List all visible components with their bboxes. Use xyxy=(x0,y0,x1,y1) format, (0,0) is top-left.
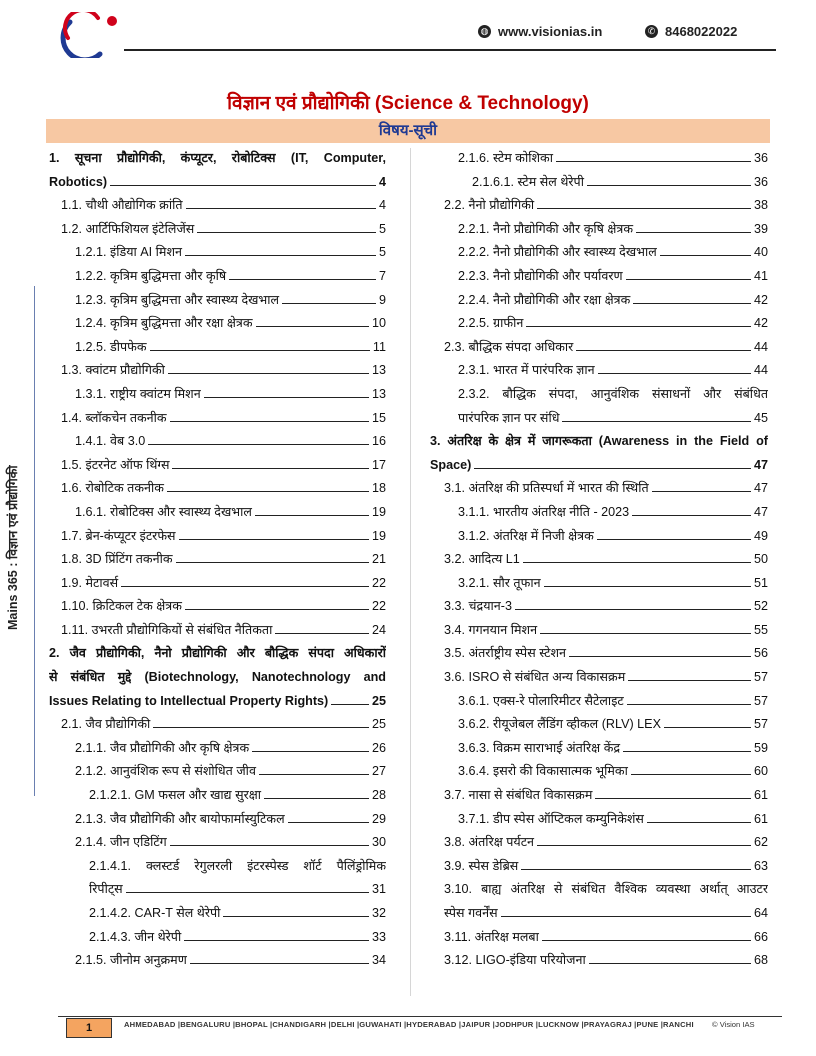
toc-item[interactable] xyxy=(49,218,386,242)
toc-item[interactable] xyxy=(430,336,768,360)
toc-page: 10 xyxy=(371,316,386,331)
toc-page: 42 xyxy=(753,292,768,307)
toc-item[interactable] xyxy=(49,808,386,832)
toc-item-310[interactable] xyxy=(430,902,768,926)
toc-page: 47 xyxy=(753,457,768,472)
toc-item[interactable] xyxy=(430,477,768,501)
toc-item[interactable] xyxy=(49,194,386,218)
toc-leader xyxy=(626,266,751,280)
toc-item[interactable] xyxy=(49,831,386,855)
toc-label: 3.6.4. इसरो की विकासात्मक भूमिका xyxy=(458,764,628,779)
toc-item[interactable] xyxy=(430,808,768,832)
toc-page: 62 xyxy=(753,835,768,850)
toc-leader xyxy=(589,950,751,964)
toc-page: 5 xyxy=(378,245,386,260)
toc-leader xyxy=(288,809,369,823)
toc-page: 9 xyxy=(378,292,386,307)
globe-icon: ◍ xyxy=(478,25,491,38)
toc-label: 2.2.2. नैनो प्रौद्योगिकी और स्वास्थ्य देखभाल xyxy=(458,245,657,260)
toc-page: 45 xyxy=(753,410,768,425)
phone-icon: ✆ xyxy=(645,25,658,38)
toc-item-232-line1[interactable]: 2.3.2. बौद्धिक संपदा, आनुवंशिक संसाधनों और संबंधित xyxy=(458,386,768,401)
toc-leader xyxy=(562,408,751,422)
toc-leader xyxy=(628,667,751,681)
toc-label: 3.8. अंतरिक्ष पर्यटन xyxy=(444,835,535,850)
side-rule xyxy=(34,286,35,796)
toc-leader xyxy=(627,691,751,705)
toc-section-2[interactable] xyxy=(49,690,386,714)
toc-item[interactable] xyxy=(430,619,768,643)
toc-page: 13 xyxy=(371,386,386,401)
toc-leader xyxy=(172,455,369,469)
toc-page: 18 xyxy=(371,481,386,496)
toc-item[interactable] xyxy=(49,501,386,525)
toc-page: 57 xyxy=(753,717,768,732)
toc-item[interactable] xyxy=(49,548,386,572)
toc-leader xyxy=(647,809,751,823)
toc-leader xyxy=(664,714,751,728)
toc-section-3-line1[interactable]: 3. अंतरिक्ष के क्षेत्र में जागरूकता (Awareness in the Field of xyxy=(430,434,768,449)
column-divider xyxy=(410,148,411,996)
toc-title-bar xyxy=(46,119,770,143)
toc-page: 29 xyxy=(371,811,386,826)
toc-leader xyxy=(148,431,369,445)
toc-item[interactable] xyxy=(430,147,768,171)
toc-label: 1.9. मेटावर्स xyxy=(61,575,119,590)
toc-leader xyxy=(275,620,369,634)
toc-page: 28 xyxy=(371,788,386,803)
toc-label: 1.2.1. इंडिया AI मिशन xyxy=(75,245,182,260)
toc-label: 3.1. अंतरिक्ष की प्रतिस्पर्धा में भारत की स्थिति xyxy=(444,481,649,496)
toc-page: 36 xyxy=(753,151,768,165)
toc-item[interactable] xyxy=(430,831,768,855)
toc-label: 2.3. बौद्धिक संपदा अधिकार xyxy=(444,339,574,354)
toc-page: 42 xyxy=(753,316,768,331)
toc-label: 3.1.2. अंतरिक्ष में निजी क्षेत्रक xyxy=(458,528,594,543)
side-label: Mains 365 : विज्ञान एवं प्रौद्योगिकी xyxy=(6,465,20,631)
toc-page: 11 xyxy=(372,339,386,354)
toc-page: 13 xyxy=(371,363,386,378)
toc-leader xyxy=(597,526,751,540)
toc-item[interactable] xyxy=(49,572,386,596)
toc-label: 3.12. LIGO-इंडिया परियोजना xyxy=(444,953,586,968)
toc-leader xyxy=(170,832,369,846)
toc-label: Issues Relating to Intellectual Property Rights) xyxy=(49,693,329,708)
toc-label: 1.4.1. वेब 3.0 xyxy=(75,434,146,449)
toc-label: 3.7.1. डीप स्पेस ऑप्टिकल कम्युनिकेशंस xyxy=(458,811,644,826)
toc-left-column xyxy=(49,147,386,973)
website-contact[interactable] xyxy=(478,24,602,39)
toc-item[interactable] xyxy=(430,194,768,218)
toc-leader xyxy=(569,643,751,657)
toc-label: 1.2.5. डीपफेक xyxy=(75,339,147,354)
toc-item[interactable] xyxy=(430,642,768,666)
toc-leader xyxy=(526,313,751,327)
toc-page: 63 xyxy=(753,858,768,873)
toc-leader xyxy=(204,384,369,398)
toc-leader xyxy=(576,337,751,351)
toc-item[interactable] xyxy=(49,949,386,973)
toc-page: 39 xyxy=(753,221,768,236)
toc-page: 51 xyxy=(753,575,768,590)
toc-page: 31 xyxy=(371,882,386,897)
toc-label: 2.2.5. ग्राफीन xyxy=(458,316,524,331)
toc-page: 57 xyxy=(753,670,768,685)
toc-page: 52 xyxy=(753,599,768,614)
toc-label: 2.1.4. जीन एडिटिंग xyxy=(75,835,167,850)
toc-item[interactable] xyxy=(49,359,386,383)
toc-label: Space) xyxy=(430,457,472,472)
toc-leader xyxy=(255,502,369,516)
toc-label: 2.2.4. नैनो प्रौद्योगिकी और रक्षा क्षेत्रक xyxy=(458,292,631,307)
toc-group-right-b xyxy=(430,477,768,878)
toc-leader xyxy=(537,832,751,846)
toc-page: 4 xyxy=(378,174,386,189)
toc-item[interactable] xyxy=(49,760,386,784)
toc-label: 1.6.1. रोबोटिक्स और स्वास्थ्य देखभाल xyxy=(75,504,252,519)
toc-page: 19 xyxy=(371,504,386,519)
toc-page: 55 xyxy=(753,622,768,637)
toc-page: 40 xyxy=(753,245,768,260)
toc-page: 44 xyxy=(753,339,768,354)
footer-copyright: © Vision IAS xyxy=(712,1020,755,1029)
toc-item[interactable] xyxy=(49,595,386,619)
toc-page: 47 xyxy=(753,481,768,496)
toc-label: 1.7. ब्रेन-कंप्यूटर इंटरफेस xyxy=(61,528,176,543)
toc-page: 24 xyxy=(371,622,386,637)
toc-leader xyxy=(587,172,751,186)
toc-page: 36 xyxy=(753,174,768,189)
toc-item[interactable] xyxy=(430,548,768,572)
toc-item[interactable] xyxy=(430,241,768,265)
toc-item[interactable] xyxy=(49,241,386,265)
toc-label: 3.6.2. रीयूजेबल लैंडिंग व्हीकल (RLV) LEX xyxy=(458,717,661,732)
phone-text: 8468022022 xyxy=(665,24,738,39)
toc-page: 15 xyxy=(371,410,386,425)
toc-item[interactable] xyxy=(430,713,768,737)
toc-leader xyxy=(501,903,751,917)
toc-leader xyxy=(633,290,751,304)
toc-leader xyxy=(521,856,751,870)
toc-page: 60 xyxy=(753,764,768,779)
toc-page: 59 xyxy=(753,740,768,755)
toc-leader xyxy=(153,714,369,728)
toc-leader xyxy=(179,526,369,540)
toc-page: 7 xyxy=(378,268,386,283)
toc-page: 61 xyxy=(753,788,768,803)
toc-label: 1.6. रोबोटिक तकनीक xyxy=(61,481,164,496)
toc-leader xyxy=(110,172,376,186)
toc-page: 19 xyxy=(371,528,386,543)
toc-leader xyxy=(186,195,376,209)
toc-item[interactable] xyxy=(430,572,768,596)
toc-page: 38 xyxy=(753,198,768,213)
toc-group-left-b xyxy=(49,713,386,855)
toc-item[interactable] xyxy=(430,949,768,973)
toc-item[interactable] xyxy=(430,926,768,950)
toc-leader xyxy=(184,927,369,941)
toc-label: 3.11. अंतरिक्ष मलबा xyxy=(444,929,539,944)
toc-label: 3.9. स्पेस डेब्रिस xyxy=(444,858,519,873)
toc-page: 17 xyxy=(371,457,386,472)
toc-label: 1.2.2. कृत्रिम बुद्धिमत्ता और कृषि xyxy=(75,268,227,283)
toc-page: 34 xyxy=(371,953,386,968)
toc-label: 3.1.1. भारतीय अंतरिक्ष नीति - 2023 xyxy=(458,504,630,519)
toc-item[interactable] xyxy=(49,619,386,643)
toc-item[interactable] xyxy=(430,171,768,195)
toc-leader xyxy=(544,573,751,587)
toc-item[interactable] xyxy=(430,312,768,336)
website-text: www.visionias.in xyxy=(498,24,603,39)
toc-label: 3.2. आदित्य L1 xyxy=(444,552,520,567)
toc-item[interactable] xyxy=(49,289,386,313)
toc-label: 2.1.2.1. GM फसल और खाद्य सुरक्षा xyxy=(89,788,262,803)
toc-page: 25 xyxy=(371,717,386,732)
toc-item[interactable] xyxy=(430,855,768,879)
toc-item[interactable] xyxy=(430,218,768,242)
toc-item-2141[interactable] xyxy=(49,878,386,902)
toc-item[interactable] xyxy=(49,407,386,431)
toc-leader xyxy=(540,620,751,634)
header-divider xyxy=(124,49,776,51)
toc-leader xyxy=(556,148,751,162)
toc-right-column xyxy=(430,147,768,973)
toc-item[interactable] xyxy=(430,737,768,761)
toc-leader xyxy=(168,360,369,374)
toc-label: 2.2. नैनो प्रौद्योगिकी xyxy=(444,198,535,213)
toc-group-right-c xyxy=(430,926,768,973)
toc-label: 2.1.2. आनुवंशिक रूप से संशोधित जीव xyxy=(75,764,256,779)
toc-group-right-a xyxy=(430,147,768,383)
toc-leader xyxy=(623,738,751,752)
toc-page: 26 xyxy=(371,740,386,755)
toc-page: 64 xyxy=(753,906,768,920)
toc-group-left-c xyxy=(49,902,386,973)
toc-label: 3.4. गगनयान मिशन xyxy=(444,622,538,637)
toc-item[interactable] xyxy=(49,454,386,478)
toc-leader xyxy=(331,691,369,705)
toc-leader xyxy=(223,903,369,917)
toc-label: स्पेस गवर्नेंस xyxy=(444,906,498,920)
toc-leader xyxy=(167,478,369,492)
toc-item[interactable] xyxy=(49,477,386,501)
toc-page: 57 xyxy=(753,693,768,708)
toc-page: 44 xyxy=(753,363,768,378)
toc-section-1[interactable] xyxy=(49,171,386,195)
toc-page: 27 xyxy=(371,764,386,779)
toc-section-1-line1[interactable]: 1. सूचना प्रौद्योगिकी, कंप्यूटर, रोबोटिक्स (IT, Computer, xyxy=(49,151,386,165)
toc-section-2-line2[interactable]: से संबंधित मुद्दे (Biotechnology, Nanotechnology and xyxy=(49,670,386,685)
toc-item[interactable] xyxy=(430,784,768,808)
toc-label: 3.2.1. सौर तूफान xyxy=(458,575,541,590)
toc-page: 68 xyxy=(753,953,768,968)
toc-item[interactable] xyxy=(430,595,768,619)
toc-item[interactable] xyxy=(430,690,768,714)
toc-label: 1.1. चौथी औद्योगिक क्रांति xyxy=(61,198,183,213)
toc-leader xyxy=(264,785,369,799)
toc-leader xyxy=(197,219,376,233)
toc-leader xyxy=(282,290,376,304)
toc-title: विषय-सूची xyxy=(378,122,438,139)
toc-page: 49 xyxy=(753,528,768,543)
toc-leader xyxy=(542,927,751,941)
toc-leader xyxy=(256,313,369,327)
toc-label: 3.3. चंद्रयान-3 xyxy=(444,599,512,614)
toc-leader xyxy=(632,502,751,516)
toc-label: 2.1.6.1. स्टेम सेल थेरेपी xyxy=(472,174,584,189)
toc-leader xyxy=(652,478,751,492)
toc-leader xyxy=(598,360,751,374)
toc-page: 61 xyxy=(753,811,768,826)
toc-label: 1.5. इंटरनेट ऑफ थिंग्स xyxy=(61,457,170,472)
toc-leader xyxy=(150,337,370,351)
toc-leader xyxy=(595,785,751,799)
toc-label: 1.10. क्रिटिकल टेक क्षेत्रक xyxy=(61,599,182,614)
page-number: 1 xyxy=(66,1018,112,1038)
toc-label: 1.11. उभरती प्रौद्योगिकियों से संबंधित नैतिकता xyxy=(61,622,273,637)
toc-page: 33 xyxy=(371,929,386,944)
toc-leader xyxy=(190,950,369,964)
toc-leader xyxy=(660,242,751,256)
toc-item[interactable] xyxy=(430,289,768,313)
toc-page: 30 xyxy=(371,835,386,850)
toc-page: 47 xyxy=(753,504,768,519)
toc-item-2141-line1[interactable]: 2.1.4.1. क्लस्टर्ड रेगुलरली इंटरस्पेस्ड शॉर्ट पैलिंड्रोमिक xyxy=(89,858,386,873)
toc-page: 21 xyxy=(371,552,386,567)
toc-item[interactable] xyxy=(49,784,386,808)
toc-page: 25 xyxy=(371,693,386,708)
toc-label: 2.1.6. स्टेम कोशिका xyxy=(458,151,553,165)
phone-contact[interactable] xyxy=(645,24,737,39)
toc-page: 56 xyxy=(753,646,768,661)
toc-label: 2.1. जैव प्रौद्योगिकी xyxy=(61,717,151,732)
toc-item[interactable] xyxy=(430,666,768,690)
toc-page: 4 xyxy=(378,198,386,213)
toc-label: 3.6. ISRO से संबंधित अन्य विकासक्रम xyxy=(444,670,626,685)
toc-item[interactable] xyxy=(430,501,768,525)
toc-label: रिपीट्स xyxy=(89,882,123,897)
toc-page: 50 xyxy=(753,552,768,567)
toc-leader xyxy=(537,195,751,209)
toc-label: Robotics) xyxy=(49,174,108,189)
toc-leader xyxy=(523,549,751,563)
toc-label: 3.6.3. विक्रम साराभाई अंतरिक्ष केंद्र xyxy=(458,740,621,755)
toc-leader xyxy=(176,549,369,563)
toc-label: 1.3.1. राष्ट्रीय क्वांटम मिशन xyxy=(75,386,201,401)
toc-section-2-line1[interactable]: 2. जैव प्रौद्योगिकी, नैनो प्रौद्योगिकी और बौद्धिक संपदा अधिकारों xyxy=(49,646,386,661)
toc-label: 3.6.1. एक्स-रे पोलारिमीटर सैटेलाइट xyxy=(458,693,624,708)
toc-label: 2.1.5. जीनोम अनुक्रमण xyxy=(75,953,187,968)
toc-label: 1.4. ब्लॉकचेन तकनीक xyxy=(61,410,167,425)
toc-page: 66 xyxy=(753,929,768,944)
toc-label: 2.2.3. नैनो प्रौद्योगिकी और पर्यावरण xyxy=(458,268,623,283)
page-title: विज्ञान एवं प्रौद्योगिकी (Science & Technology) xyxy=(227,93,589,114)
toc-section-3[interactable] xyxy=(430,454,768,478)
toc-item[interactable] xyxy=(49,265,386,289)
toc-item[interactable] xyxy=(430,265,768,289)
toc-label: 1.3. क्वांटम प्रौद्योगिकी xyxy=(61,363,165,378)
toc-label: 3.7. नासा से संबंधित विकासक्रम xyxy=(444,788,593,803)
toc-label: 3.5. अंतर्राष्ट्रीय स्पेस स्टेशन xyxy=(444,646,567,661)
toc-page: 41 xyxy=(753,268,768,283)
toc-leader xyxy=(259,761,369,775)
toc-label: 2.1.4.3. जीन थेरेपी xyxy=(89,929,182,944)
toc-item[interactable] xyxy=(49,336,386,360)
toc-item[interactable] xyxy=(49,926,386,950)
toc-leader xyxy=(474,455,751,469)
toc-page: 22 xyxy=(371,599,386,614)
toc-page: 5 xyxy=(378,221,386,236)
toc-item[interactable] xyxy=(430,760,768,784)
toc-item[interactable] xyxy=(49,713,386,737)
toc-leader xyxy=(126,879,369,893)
toc-label: 2.3.1. भारत में पारंपरिक ज्ञान xyxy=(458,363,595,378)
toc-label: 1.2.4. कृत्रिम बुद्धिमत्ता और रक्षा क्षेत्रक xyxy=(75,316,253,331)
toc-leader xyxy=(170,408,369,422)
toc-leader xyxy=(185,242,376,256)
toc-label: पारंपरिक ज्ञान पर संधि xyxy=(458,410,560,425)
vision-ias-logo xyxy=(60,12,122,58)
toc-group-left-a xyxy=(49,194,386,642)
toc-item[interactable] xyxy=(49,902,386,926)
toc-leader xyxy=(631,761,751,775)
toc-item[interactable] xyxy=(49,525,386,549)
footer-cities: AHMEDABAD |BENGALURU |BHOPAL |CHANDIGARH |DELHI |GUWAHATI |HYDERABAD |JAIPUR |JODHPUR |LUCKNOW |PRAYAGRAJ |PUNE |RANCHI xyxy=(124,1020,694,1029)
toc-leader xyxy=(252,738,369,752)
toc-item[interactable] xyxy=(49,383,386,407)
toc-label: 2.2.1. नैनो प्रौद्योगिकी और कृषि क्षेत्रक xyxy=(458,221,634,236)
toc-item[interactable] xyxy=(49,430,386,454)
toc-leader xyxy=(229,266,376,280)
toc-item[interactable] xyxy=(430,525,768,549)
toc-label: 2.1.1. जैव प्रौद्योगिकी और कृषि क्षेत्रक xyxy=(75,740,250,755)
toc-item[interactable] xyxy=(49,737,386,761)
toc-item[interactable] xyxy=(49,312,386,336)
toc-leader xyxy=(515,596,751,610)
toc-page: 32 xyxy=(371,906,386,920)
toc-item-232[interactable] xyxy=(430,407,768,431)
toc-label: 2.1.4.2. CAR-T सेल थेरेपी xyxy=(89,906,221,920)
toc-leader xyxy=(636,219,751,233)
toc-label: 1.8. 3D प्रिंटिंग तकनीक xyxy=(61,552,173,567)
toc-label: 1.2. आर्टिफिशियल इंटेलिजेंस xyxy=(61,221,195,236)
toc-label: 1.2.3. कृत्रिम बुद्धिमत्ता और स्वास्थ्य देखभाल xyxy=(75,292,280,307)
toc-label: 2.1.3. जैव प्रौद्योगिकी और बायोफार्मास्युटिकल xyxy=(75,811,285,826)
toc-item[interactable] xyxy=(430,359,768,383)
toc-item-310-line1[interactable]: 3.10. बाह्य अंतरिक्ष से संबंधित वैश्विक व्यवस्था अर्थात् आउटर xyxy=(444,882,768,897)
toc-page: 22 xyxy=(371,575,386,590)
toc-page: 16 xyxy=(371,434,386,449)
toc-leader xyxy=(121,573,369,587)
toc-leader xyxy=(185,596,369,610)
